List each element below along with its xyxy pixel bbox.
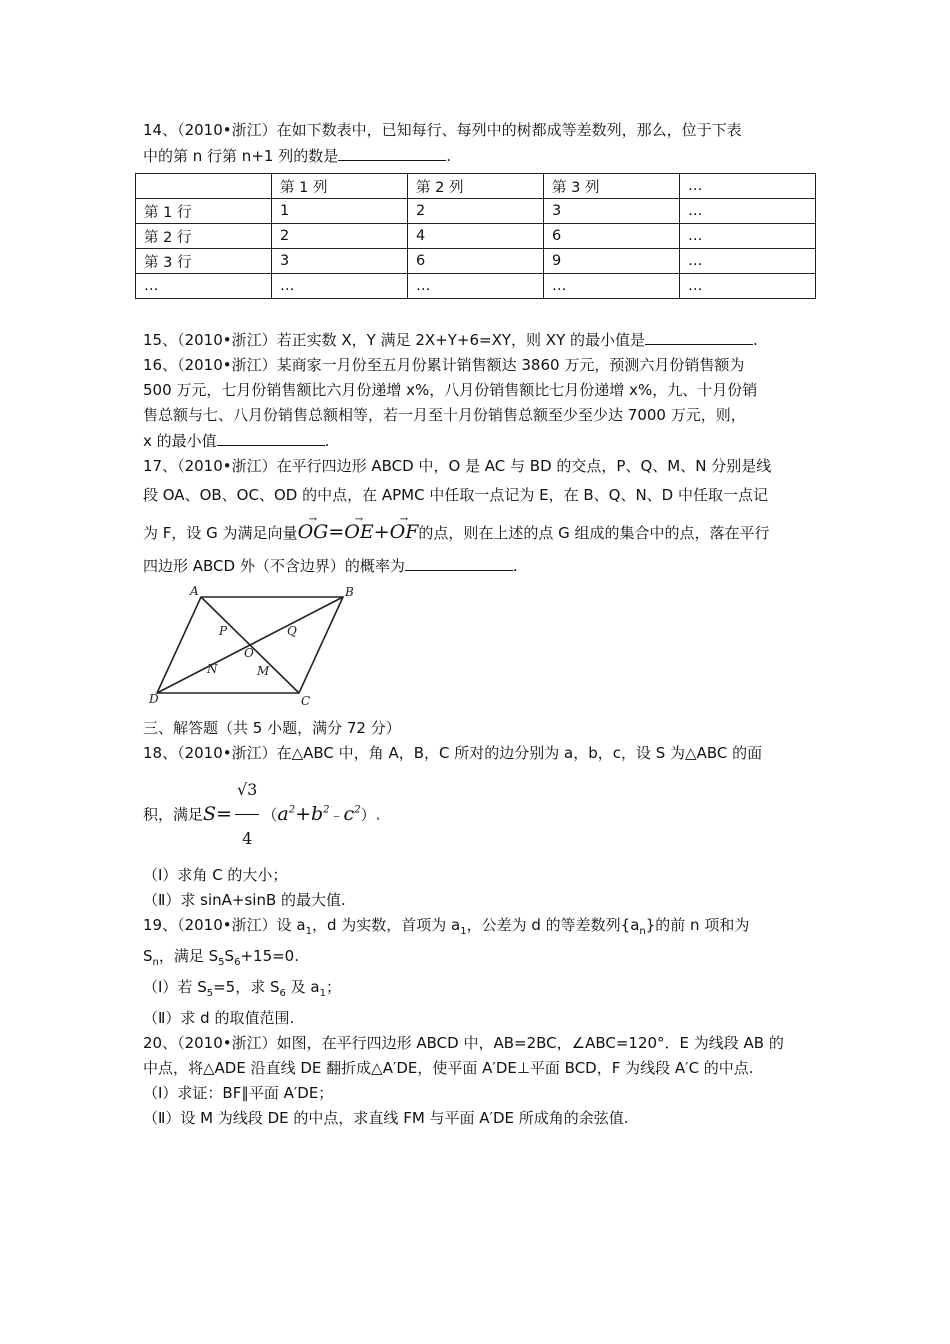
subscript: n bbox=[152, 957, 159, 968]
subscript: 6 bbox=[279, 988, 286, 999]
q18-part-2: （Ⅱ）求 sinA+sinB 的最大值. bbox=[143, 891, 346, 909]
table-row bbox=[136, 274, 816, 299]
table-header-cell: 第 3 列 bbox=[544, 174, 680, 199]
minus-sign: ﹣ bbox=[329, 807, 344, 824]
s-symbol: S bbox=[203, 802, 217, 825]
table-cell: … bbox=[680, 224, 816, 249]
q19-text: ，满足 S bbox=[158, 947, 219, 965]
section-3-title: 三、解答题（共 5 小题，满分 72 分） bbox=[143, 719, 401, 737]
table-cell: 3 bbox=[272, 249, 408, 274]
subscript: 5 bbox=[218, 957, 225, 968]
table-cell: … bbox=[136, 274, 272, 299]
q18-text-pre: 积，满足 bbox=[143, 805, 204, 824]
exponent: 2 bbox=[354, 804, 361, 816]
q18-line-1: 18、（2010•浙江）在△ABC 中，角 A，B，C 所对的边分别为 a，b，c，设 S 为△ABC 的面 bbox=[143, 744, 763, 762]
q17-line-2: 段 OA、OB、OC、OD 的中点，在 APMC 中任取一点记为 E，在 B、Q、N、D 中任取一点记 bbox=[143, 486, 768, 504]
q16-line-4 bbox=[143, 428, 823, 454]
vector-og: → OG bbox=[298, 512, 329, 552]
q14-line-2 bbox=[143, 143, 823, 169]
subscript: 1 bbox=[460, 926, 467, 937]
vector-oe: → OE bbox=[344, 512, 373, 552]
exponent: 2 bbox=[323, 804, 330, 816]
q18-part-1: （Ⅰ）求角 C 的大小； bbox=[143, 866, 288, 884]
var-a: a bbox=[277, 802, 289, 825]
plus-sign: + bbox=[295, 802, 311, 825]
table-row bbox=[136, 224, 816, 249]
q19-line-2 bbox=[143, 944, 823, 975]
fraction-sqrt3-over-4 bbox=[235, 766, 259, 863]
subscript: 6 bbox=[234, 957, 241, 968]
label-a: A bbox=[190, 585, 199, 598]
label-c: C bbox=[301, 694, 311, 708]
label-p: P bbox=[219, 624, 228, 638]
table-cell: 2 bbox=[272, 224, 408, 249]
q19-text: （Ⅰ）若 S bbox=[143, 978, 207, 996]
q19-line-1 bbox=[143, 913, 823, 944]
table-cell: 第 1 行 bbox=[136, 199, 272, 224]
q14-text: 中的第 n 行第 n+1 列的数是 bbox=[143, 147, 339, 165]
q19-text: ，公差为 d 的等差数列{a bbox=[466, 916, 640, 934]
q14-line-1: 14、（2010•浙江）在如下数表中，已知每行、每列中的树都成等差数列，那么，位于下表 bbox=[143, 121, 742, 139]
table-row bbox=[136, 199, 816, 224]
label-m: M bbox=[257, 664, 270, 678]
q15-answer-blank bbox=[645, 327, 753, 345]
table-cell: … bbox=[680, 199, 816, 224]
vector-equation bbox=[298, 521, 419, 543]
subscript: 1 bbox=[319, 988, 326, 999]
q19-text: ，d 为实数，首项为 a bbox=[311, 916, 461, 934]
table-header-cell bbox=[136, 174, 272, 199]
q17-text-pre: 为 F，设 G 为满足向量 bbox=[143, 524, 298, 542]
q14-number-table bbox=[135, 173, 816, 299]
plus-sign: + bbox=[373, 521, 390, 543]
q16-end: . bbox=[324, 432, 330, 450]
subscript: 1 bbox=[305, 926, 312, 937]
label-q: Q bbox=[287, 624, 297, 638]
q19-text: +15=0. bbox=[240, 947, 299, 965]
q17-text-post: 的点，则在上述的点 G 组成的集合中的点，落在平行 bbox=[418, 524, 770, 542]
q14-end: . bbox=[446, 147, 451, 165]
q17-line-1: 17、（2010•浙江）在平行四边形 ABCD 中，O 是 AC 与 BD 的交点，P、Q、M、N 分别是线 bbox=[143, 457, 772, 475]
table-header-cell: … bbox=[680, 174, 816, 199]
var-b: b bbox=[310, 802, 324, 825]
label-b: B bbox=[345, 585, 354, 599]
q19-text: S bbox=[224, 947, 235, 965]
q16-line-1: 16、（2010•浙江）某商家一月份至五月份累计销售额达 3860 万元，预测六月份销售额为 bbox=[143, 356, 745, 374]
q17-line-3 bbox=[143, 512, 823, 553]
table-cell: 第 2 行 bbox=[136, 224, 272, 249]
var-c: c bbox=[343, 802, 355, 825]
label-o: O bbox=[244, 646, 254, 660]
q19-text: ； bbox=[325, 978, 341, 996]
q17-end: . bbox=[512, 557, 518, 575]
table-cell: 9 bbox=[544, 249, 680, 274]
table-cell: 3 bbox=[544, 199, 680, 224]
q15-text: 15、（2010•浙江）若正实数 X，Y 满足 2X+Y+6=XY，则 XY 的最小值是 bbox=[143, 331, 645, 349]
table-cell: 4 bbox=[408, 224, 544, 249]
paren-right: ） bbox=[360, 805, 376, 824]
q17-text: 四边形 ABCD 外（不含边界）的概率为 bbox=[143, 557, 405, 575]
q16-line-3: 售总额与七、八月份销售总额相等，若一月至十月份销售总额至少至少达 7000 万元，则， bbox=[143, 406, 746, 424]
equals-sign: = bbox=[328, 521, 345, 543]
table-cell: 6 bbox=[408, 249, 544, 274]
fraction-numerator: √3 bbox=[235, 766, 259, 815]
q15-end: . bbox=[753, 331, 758, 349]
q16-line-2: 500 万元，七月份销售额比六月份递增 x%，八月份销售额比七月份递增 x%，九、十月份销 bbox=[143, 381, 758, 399]
vector-of: → OF bbox=[390, 512, 419, 552]
table-cell: … bbox=[680, 249, 816, 274]
label-d: D bbox=[149, 692, 159, 706]
q20-part-1: （Ⅰ）求证：BF∥平面 A′DE； bbox=[143, 1084, 334, 1102]
diagonal-bd bbox=[157, 597, 343, 693]
q16-text: x 的最小值 bbox=[143, 432, 217, 450]
q19-text: 及 a bbox=[285, 978, 320, 996]
q20-line-2: 中点，将△ADE 沿直线 DE 翻折成△A′DE，使平面 A′DE⊥平面 BCD，F 为线段 A′C 的中点. bbox=[143, 1059, 754, 1077]
q19-text: }的前 n 项和为 bbox=[645, 916, 750, 934]
q19-text: 19、（2010•浙江）设 a bbox=[143, 916, 306, 934]
q15-line bbox=[143, 327, 823, 353]
table-header-cell: 第 2 列 bbox=[408, 174, 544, 199]
table-cell: 6 bbox=[544, 224, 680, 249]
q19-part-2: （Ⅱ）求 d 的取值范围. bbox=[143, 1009, 295, 1027]
q19-part-1 bbox=[143, 975, 823, 1006]
q17-line-4 bbox=[143, 553, 823, 579]
table-header-row bbox=[136, 174, 816, 199]
table-row bbox=[136, 249, 816, 274]
table-cell: 1 bbox=[272, 199, 408, 224]
q18-line-2 bbox=[143, 766, 823, 863]
document-page bbox=[143, 118, 823, 1131]
fraction-denominator: 4 bbox=[242, 829, 253, 848]
table-cell: 第 3 行 bbox=[136, 249, 272, 274]
table-header-cell: 第 1 列 bbox=[272, 174, 408, 199]
q20-part-2: （Ⅱ）设 M 为线段 DE 的中点，求直线 FM 与平面 A′DE 所成角的余弦值. bbox=[143, 1109, 629, 1127]
paren-left: （ bbox=[262, 805, 278, 824]
q14-answer-blank bbox=[338, 143, 446, 161]
exponent: 2 bbox=[288, 804, 296, 816]
table-cell: 2 bbox=[408, 199, 544, 224]
area-formula bbox=[203, 780, 376, 848]
q20-line-1: 20、（2010•浙江）如图，在平行四边形 ABCD 中，AB=2BC，∠ABC=120°．E 为线段 AB 的 bbox=[143, 1034, 784, 1052]
q17-answer-blank bbox=[405, 553, 513, 571]
subscript: 5 bbox=[206, 988, 214, 999]
table-cell: … bbox=[272, 274, 408, 299]
table-cell: … bbox=[544, 274, 680, 299]
q19-text: =5，求 S bbox=[213, 978, 280, 996]
q18-end: . bbox=[375, 805, 381, 824]
equals-sign: = bbox=[216, 802, 232, 825]
q19-text: S bbox=[143, 947, 153, 965]
table-cell: … bbox=[680, 274, 816, 299]
table-cell: … bbox=[408, 274, 544, 299]
parallelogram-figure bbox=[147, 585, 357, 710]
subscript: n bbox=[639, 926, 646, 937]
q16-answer-blank bbox=[217, 428, 325, 446]
label-n: N bbox=[207, 662, 218, 676]
